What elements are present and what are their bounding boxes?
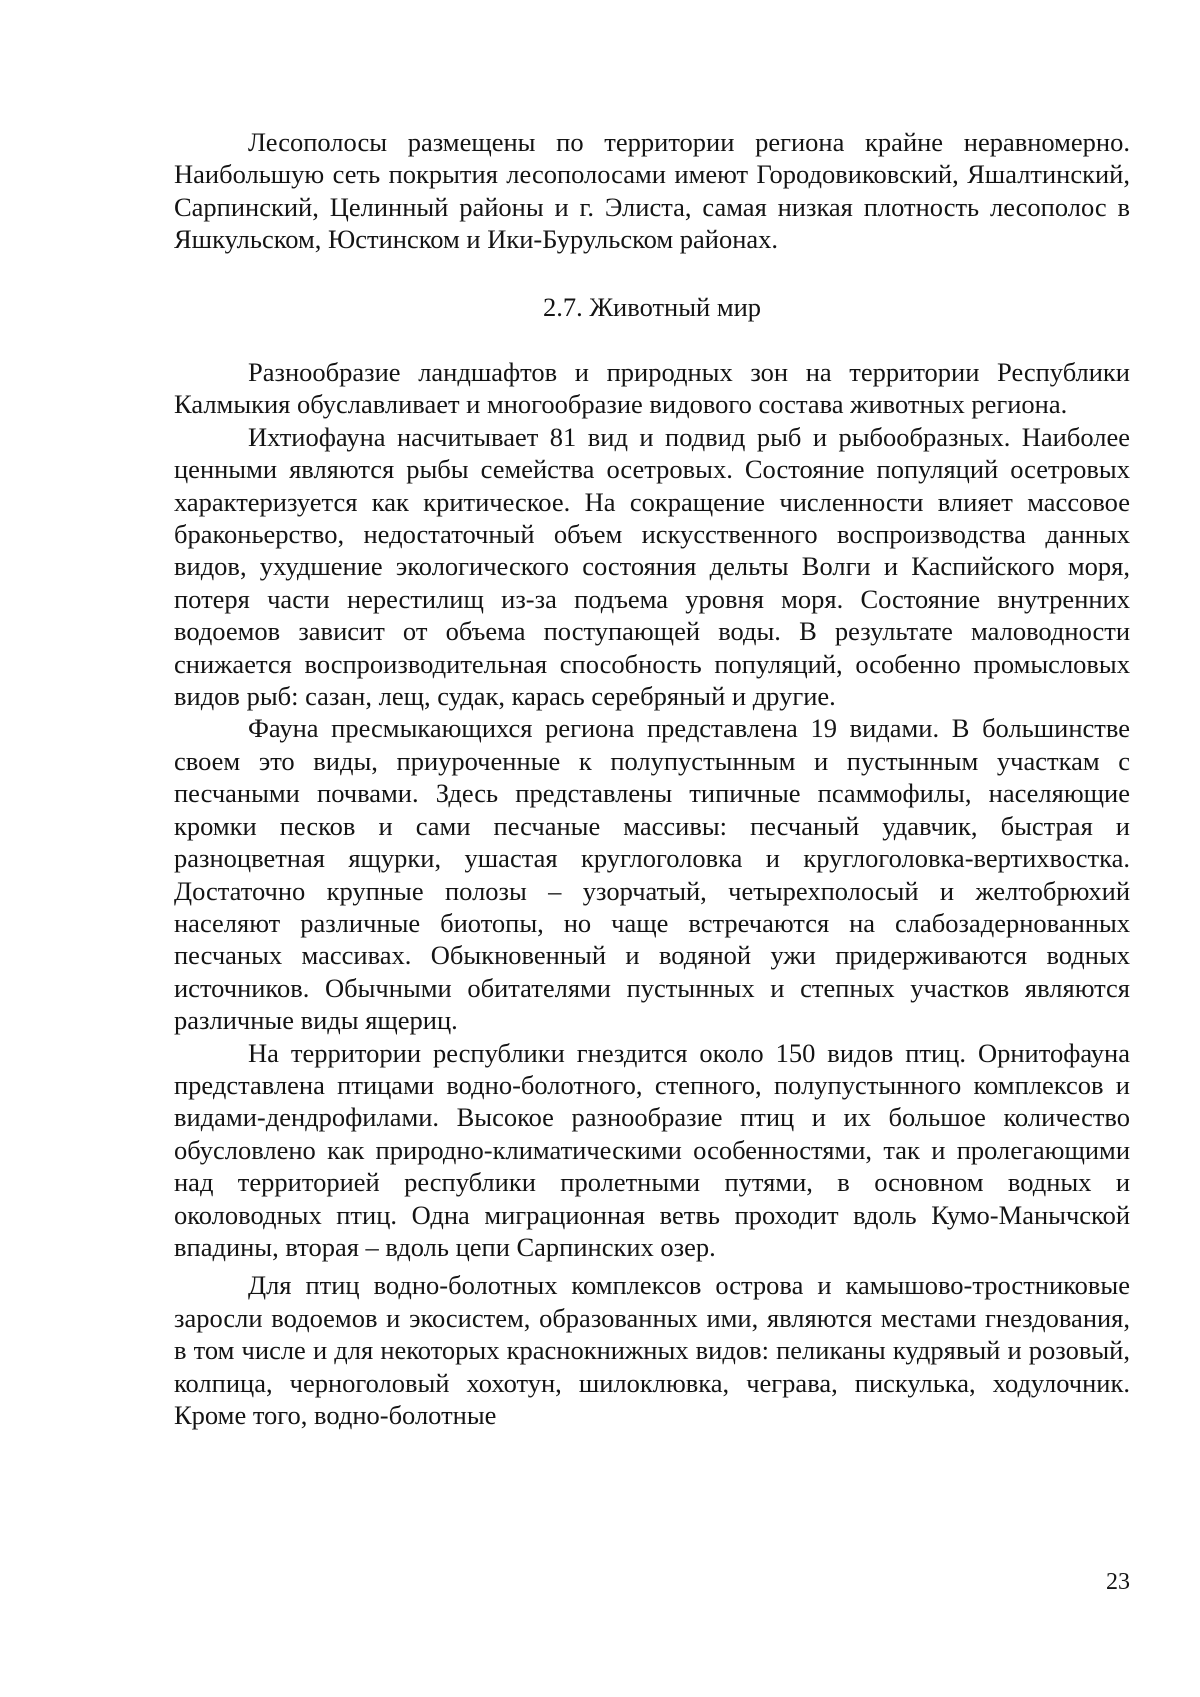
paragraph-wetland-birds: Для птиц водно-болотных комплексов острова и камышово-тростниковые заросли водоемов и экосистем, образованных ими, являются местами гнездования, в том числе и для некоторых краснокнижных видов: пеликаны кудрявый и розовый, колпица, черноголовый хохотун, шилоклювка, чеграва, пискулька, ходулочник. Кроме того, водно-болотные: [174, 1270, 1130, 1430]
paragraph-landscapes: Разнообразие ландшафтов и природных зон на территории Республики Калмыкия обуславливает и многообразие видового состава животных региона.: [174, 357, 1130, 420]
section-body: [174, 356, 1130, 1431]
paragraph-ichthyofauna: Ихтиофауна насчитывает 81 вид и подвид рыб и рыбообразных. Наиболее ценными являются рыбы семейства осетровых. Состояние популяций осетровых характеризуется как критическое. На сокращение численности влияет массовое браконьерство, недостаточный объем искусственного воспроизводства данных видов, ухудшение экологического состояния дельты Волги и Каспийского моря, потеря части нерестилищ из-за подъема уровня моря. Состояние внутренних водоемов зависит от объема поступающей воды. В результате маловодности снижается воспроизводительная способность популяций, особенно промысловых видов рыб: сазан, лещ, судак, карась серебряный и другие.: [174, 421, 1130, 712]
paragraph-birds: На территории республики гнездится около 150 видов птиц. Орнитофауна представлена птицами водно-болотного, степного, полупустынного комплексов и видами-дендрофилами. Высокое разнообразие птиц и их большое количество обусловлено как природно-климатическими особенностями, так и пролегающими над территорией республики пролетными путями, в основном водных и околоводных птиц. Одна миграционная ветвь проходит вдоль Кумо-Манычской впадины, вторая – вдоль цепи Сарпинских озер.: [174, 1037, 1130, 1262]
page-number: 23: [1106, 1569, 1130, 1595]
section-heading: 2.7. Животный мир: [542, 292, 762, 322]
paragraph-reptiles: Фауна пресмыкающихся региона представлена 19 видами. В большинстве своем это виды, приуроченные к полупустынным и пустынным участкам с песчаными почвами. Здесь представлены типичные псаммофилы, населяющие кромки песков и сами песчаные массивы: песчаный удавчик, быстрая и разноцветная ящурки, ушастая круглоголовка и круглоголовка-вертихвостка. Достаточно крупные полозы – узорчатый, четырехполосый и желтобрюхий населяют различные биотопы, но чаще встречаются на слабозадернованных песчаных массивах. Обыкновенный и водяной ужи придерживаются водных источников. Обычными обитателями пустынных и степных участков являются различные виды ящериц.: [174, 713, 1130, 1036]
intro-paragraph: Лесополосы размещены по территории региона крайне неравномерно. Наибольшую сеть покрытия лесополосами имеют Городовиковский, Яшалтинский, Сарпинский, Целинный районы и г. Элиста, самая низкая плотность лесополос в Яшкульском, Юстинском и Ики-Бурульском районах.: [174, 127, 1130, 255]
